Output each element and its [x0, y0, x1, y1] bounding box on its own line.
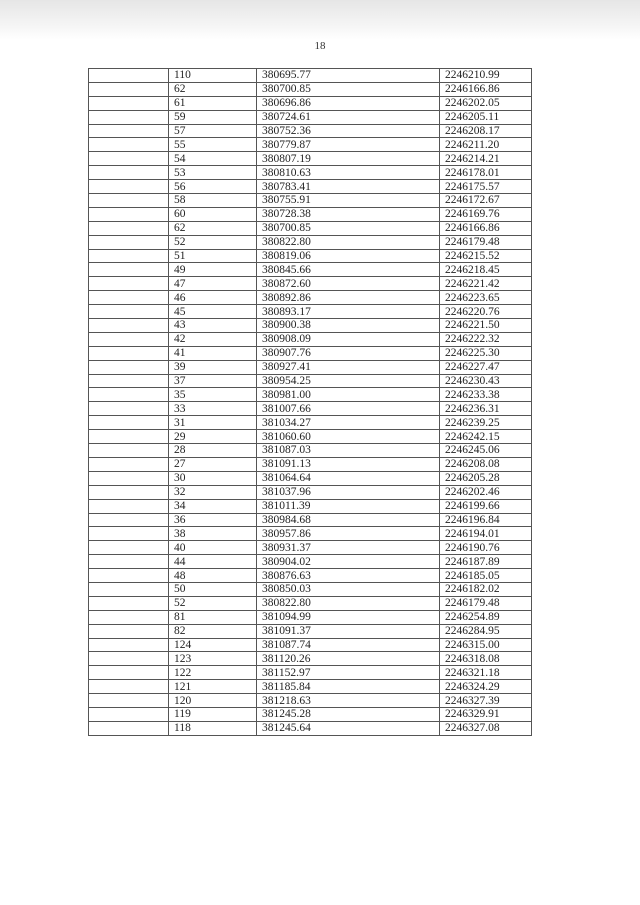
y-coordinate-cell: 2246222.32 — [440, 332, 532, 346]
y-coordinate-cell: 2246172.67 — [440, 194, 532, 208]
x-coordinate-cell: 380822.80 — [257, 596, 440, 610]
row-blank-cell — [89, 277, 169, 291]
table-row — [89, 235, 532, 249]
y-coordinate-cell: 2246179.48 — [440, 235, 532, 249]
x-coordinate-cell: 381087.03 — [257, 444, 440, 458]
y-coordinate-cell: 2246210.99 — [440, 69, 532, 83]
x-coordinate-cell: 381245.64 — [257, 721, 440, 735]
x-coordinate-cell: 380695.77 — [257, 69, 440, 83]
row-blank-cell — [89, 346, 169, 360]
y-coordinate-cell: 2246236.31 — [440, 402, 532, 416]
x-coordinate-cell: 380728.38 — [257, 207, 440, 221]
table-row — [89, 457, 532, 471]
x-coordinate-cell: 380700.85 — [257, 221, 440, 235]
y-coordinate-cell: 2246196.84 — [440, 513, 532, 527]
point-number-cell: 46 — [169, 291, 257, 305]
x-coordinate-cell: 381091.13 — [257, 457, 440, 471]
row-blank-cell — [89, 180, 169, 194]
row-blank-cell — [89, 430, 169, 444]
row-blank-cell — [89, 471, 169, 485]
table-row — [89, 582, 532, 596]
point-number-cell: 122 — [169, 666, 257, 680]
row-blank-cell — [89, 388, 169, 402]
point-number-cell: 123 — [169, 652, 257, 666]
y-coordinate-cell: 2246175.57 — [440, 180, 532, 194]
point-number-cell: 37 — [169, 374, 257, 388]
point-number-cell: 34 — [169, 499, 257, 513]
y-coordinate-cell: 2246315.00 — [440, 638, 532, 652]
table-row — [89, 707, 532, 721]
point-number-cell: 58 — [169, 194, 257, 208]
point-number-cell: 52 — [169, 235, 257, 249]
point-number-cell: 51 — [169, 249, 257, 263]
x-coordinate-cell: 380908.09 — [257, 332, 440, 346]
table-row — [89, 96, 532, 110]
table-row — [89, 610, 532, 624]
row-blank-cell — [89, 235, 169, 249]
y-coordinate-cell: 2246178.01 — [440, 166, 532, 180]
table-row — [89, 207, 532, 221]
point-number-cell: 53 — [169, 166, 257, 180]
point-number-cell: 55 — [169, 138, 257, 152]
row-blank-cell — [89, 721, 169, 735]
x-coordinate-cell: 380807.19 — [257, 152, 440, 166]
point-number-cell: 81 — [169, 610, 257, 624]
row-blank-cell — [89, 694, 169, 708]
point-number-cell: 110 — [169, 69, 257, 83]
point-number-cell: 27 — [169, 457, 257, 471]
row-blank-cell — [89, 596, 169, 610]
x-coordinate-cell: 381064.64 — [257, 471, 440, 485]
page-number: 18 — [314, 40, 326, 52]
table-row — [89, 555, 532, 569]
point-number-cell: 41 — [169, 346, 257, 360]
y-coordinate-cell: 2246230.43 — [440, 374, 532, 388]
table-row — [89, 680, 532, 694]
point-number-cell: 60 — [169, 207, 257, 221]
x-coordinate-cell: 381185.84 — [257, 680, 440, 694]
x-coordinate-cell: 380981.00 — [257, 388, 440, 402]
table-row — [89, 596, 532, 610]
point-number-cell: 124 — [169, 638, 257, 652]
x-coordinate-cell: 380931.37 — [257, 541, 440, 555]
table-row — [89, 305, 532, 319]
table-row — [89, 694, 532, 708]
row-blank-cell — [89, 249, 169, 263]
point-number-cell: 44 — [169, 555, 257, 569]
y-coordinate-cell: 2246199.66 — [440, 499, 532, 513]
table-row — [89, 152, 532, 166]
y-coordinate-cell: 2246324.29 — [440, 680, 532, 694]
point-number-cell: 39 — [169, 360, 257, 374]
table-row — [89, 485, 532, 499]
point-number-cell: 62 — [169, 221, 257, 235]
row-blank-cell — [89, 610, 169, 624]
x-coordinate-cell: 380893.17 — [257, 305, 440, 319]
table-row — [89, 332, 532, 346]
table-row — [89, 541, 532, 555]
x-coordinate-cell: 380984.68 — [257, 513, 440, 527]
point-number-cell: 56 — [169, 180, 257, 194]
row-blank-cell — [89, 666, 169, 680]
x-coordinate-cell: 380892.86 — [257, 291, 440, 305]
x-coordinate-cell: 381011.39 — [257, 499, 440, 513]
x-coordinate-cell: 380954.25 — [257, 374, 440, 388]
y-coordinate-cell: 2246318.08 — [440, 652, 532, 666]
table-row — [89, 249, 532, 263]
row-blank-cell — [89, 402, 169, 416]
table-row — [89, 652, 532, 666]
row-blank-cell — [89, 360, 169, 374]
x-coordinate-cell: 380724.61 — [257, 110, 440, 124]
table-row — [89, 471, 532, 485]
row-blank-cell — [89, 638, 169, 652]
table-row — [89, 569, 532, 583]
y-coordinate-cell: 2246221.42 — [440, 277, 532, 291]
x-coordinate-cell: 380872.60 — [257, 277, 440, 291]
table-row — [89, 416, 532, 430]
y-coordinate-cell: 2246254.89 — [440, 610, 532, 624]
y-coordinate-cell: 2246321.18 — [440, 666, 532, 680]
y-coordinate-cell: 2246169.76 — [440, 207, 532, 221]
row-blank-cell — [89, 305, 169, 319]
row-blank-cell — [89, 444, 169, 458]
table-row — [89, 374, 532, 388]
point-number-cell: 49 — [169, 263, 257, 277]
table-row — [89, 110, 532, 124]
point-number-cell: 40 — [169, 541, 257, 555]
x-coordinate-cell: 381034.27 — [257, 416, 440, 430]
y-coordinate-cell: 2246225.30 — [440, 346, 532, 360]
y-coordinate-cell: 2246190.76 — [440, 541, 532, 555]
table-row — [89, 638, 532, 652]
x-coordinate-cell: 381094.99 — [257, 610, 440, 624]
y-coordinate-cell: 2246227.47 — [440, 360, 532, 374]
y-coordinate-cell: 2246214.21 — [440, 152, 532, 166]
x-coordinate-cell: 381091.37 — [257, 624, 440, 638]
row-blank-cell — [89, 110, 169, 124]
y-coordinate-cell: 2246242.15 — [440, 430, 532, 444]
point-number-cell: 45 — [169, 305, 257, 319]
y-coordinate-cell: 2246166.86 — [440, 82, 532, 96]
row-blank-cell — [89, 152, 169, 166]
x-coordinate-cell: 380876.63 — [257, 569, 440, 583]
row-blank-cell — [89, 541, 169, 555]
x-coordinate-cell: 380696.86 — [257, 96, 440, 110]
x-coordinate-cell: 380810.63 — [257, 166, 440, 180]
x-coordinate-cell: 380850.03 — [257, 582, 440, 596]
y-coordinate-cell: 2246245.06 — [440, 444, 532, 458]
x-coordinate-cell: 380700.85 — [257, 82, 440, 96]
x-coordinate-cell: 381007.66 — [257, 402, 440, 416]
point-number-cell: 36 — [169, 513, 257, 527]
y-coordinate-cell: 2246202.46 — [440, 485, 532, 499]
y-coordinate-cell: 2246223.65 — [440, 291, 532, 305]
table-row — [89, 666, 532, 680]
x-coordinate-cell: 380900.38 — [257, 319, 440, 333]
point-number-cell: 120 — [169, 694, 257, 708]
row-blank-cell — [89, 69, 169, 83]
table-row — [89, 138, 532, 152]
scan-top-margin — [0, 0, 640, 40]
point-number-cell: 118 — [169, 721, 257, 735]
row-blank-cell — [89, 82, 169, 96]
y-coordinate-cell: 2246221.50 — [440, 319, 532, 333]
table-row — [89, 263, 532, 277]
x-coordinate-cell: 380783.41 — [257, 180, 440, 194]
y-coordinate-cell: 2246208.08 — [440, 457, 532, 471]
table-row — [89, 319, 532, 333]
point-number-cell: 54 — [169, 152, 257, 166]
point-number-cell: 35 — [169, 388, 257, 402]
y-coordinate-cell: 2246182.02 — [440, 582, 532, 596]
x-coordinate-cell: 380755.91 — [257, 194, 440, 208]
x-coordinate-cell: 381087.74 — [257, 638, 440, 652]
row-blank-cell — [89, 485, 169, 499]
y-coordinate-cell: 2246187.89 — [440, 555, 532, 569]
row-blank-cell — [89, 194, 169, 208]
table-row — [89, 69, 532, 83]
y-coordinate-cell: 2246329.91 — [440, 707, 532, 721]
x-coordinate-cell: 381218.63 — [257, 694, 440, 708]
row-blank-cell — [89, 555, 169, 569]
table-row — [89, 721, 532, 735]
y-coordinate-cell: 2246205.11 — [440, 110, 532, 124]
table-row — [89, 388, 532, 402]
table-row — [89, 499, 532, 513]
point-number-cell: 30 — [169, 471, 257, 485]
table-row — [89, 166, 532, 180]
table-row — [89, 82, 532, 96]
row-blank-cell — [89, 513, 169, 527]
row-blank-cell — [89, 96, 169, 110]
point-number-cell: 61 — [169, 96, 257, 110]
row-blank-cell — [89, 138, 169, 152]
table-row — [89, 346, 532, 360]
point-number-cell: 31 — [169, 416, 257, 430]
y-coordinate-cell: 2246179.48 — [440, 596, 532, 610]
point-number-cell: 42 — [169, 332, 257, 346]
table-row — [89, 444, 532, 458]
table-row — [89, 194, 532, 208]
point-number-cell: 29 — [169, 430, 257, 444]
x-coordinate-cell: 381060.60 — [257, 430, 440, 444]
row-blank-cell — [89, 263, 169, 277]
point-number-cell: 48 — [169, 569, 257, 583]
point-number-cell: 57 — [169, 124, 257, 138]
row-blank-cell — [89, 221, 169, 235]
y-coordinate-cell: 2246208.17 — [440, 124, 532, 138]
table-row — [89, 291, 532, 305]
table-row — [89, 221, 532, 235]
table-row — [89, 360, 532, 374]
x-coordinate-cell: 380957.86 — [257, 527, 440, 541]
coordinates-table-body — [89, 69, 532, 736]
row-blank-cell — [89, 166, 169, 180]
table-row — [89, 124, 532, 138]
row-blank-cell — [89, 207, 169, 221]
x-coordinate-cell: 380845.66 — [257, 263, 440, 277]
point-number-cell: 59 — [169, 110, 257, 124]
point-number-cell: 47 — [169, 277, 257, 291]
y-coordinate-cell: 2246218.45 — [440, 263, 532, 277]
row-blank-cell — [89, 124, 169, 138]
row-blank-cell — [89, 707, 169, 721]
x-coordinate-cell: 380819.06 — [257, 249, 440, 263]
row-blank-cell — [89, 416, 169, 430]
x-coordinate-cell: 380927.41 — [257, 360, 440, 374]
table-row — [89, 513, 532, 527]
row-blank-cell — [89, 499, 169, 513]
point-number-cell: 38 — [169, 527, 257, 541]
row-blank-cell — [89, 582, 169, 596]
table-row — [89, 180, 532, 194]
x-coordinate-cell: 380779.87 — [257, 138, 440, 152]
x-coordinate-cell: 381120.26 — [257, 652, 440, 666]
table-row — [89, 430, 532, 444]
y-coordinate-cell: 2246220.76 — [440, 305, 532, 319]
point-number-cell: 32 — [169, 485, 257, 499]
y-coordinate-cell: 2246233.38 — [440, 388, 532, 402]
row-blank-cell — [89, 624, 169, 638]
x-coordinate-cell: 380904.02 — [257, 555, 440, 569]
row-blank-cell — [89, 680, 169, 694]
table-row — [89, 402, 532, 416]
table-row — [89, 277, 532, 291]
x-coordinate-cell: 380752.36 — [257, 124, 440, 138]
row-blank-cell — [89, 332, 169, 346]
point-number-cell: 50 — [169, 582, 257, 596]
y-coordinate-cell: 2246166.86 — [440, 221, 532, 235]
point-number-cell: 82 — [169, 624, 257, 638]
row-blank-cell — [89, 569, 169, 583]
point-number-cell: 28 — [169, 444, 257, 458]
y-coordinate-cell: 2246239.25 — [440, 416, 532, 430]
y-coordinate-cell: 2246215.52 — [440, 249, 532, 263]
y-coordinate-cell: 2246211.20 — [440, 138, 532, 152]
y-coordinate-cell: 2246205.28 — [440, 471, 532, 485]
coordinates-table — [88, 68, 532, 736]
point-number-cell: 52 — [169, 596, 257, 610]
row-blank-cell — [89, 527, 169, 541]
row-blank-cell — [89, 374, 169, 388]
y-coordinate-cell: 2246194.01 — [440, 527, 532, 541]
x-coordinate-cell: 381152.97 — [257, 666, 440, 680]
point-number-cell: 119 — [169, 707, 257, 721]
point-number-cell: 62 — [169, 82, 257, 96]
row-blank-cell — [89, 457, 169, 471]
table-row — [89, 527, 532, 541]
table-row — [89, 624, 532, 638]
row-blank-cell — [89, 291, 169, 305]
row-blank-cell — [89, 319, 169, 333]
point-number-cell: 43 — [169, 319, 257, 333]
x-coordinate-cell: 380822.80 — [257, 235, 440, 249]
y-coordinate-cell: 2246202.05 — [440, 96, 532, 110]
point-number-cell: 121 — [169, 680, 257, 694]
x-coordinate-cell: 380907.76 — [257, 346, 440, 360]
row-blank-cell — [89, 652, 169, 666]
point-number-cell: 33 — [169, 402, 257, 416]
x-coordinate-cell: 381037.96 — [257, 485, 440, 499]
y-coordinate-cell: 2246327.08 — [440, 721, 532, 735]
y-coordinate-cell: 2246327.39 — [440, 694, 532, 708]
x-coordinate-cell: 381245.28 — [257, 707, 440, 721]
y-coordinate-cell: 2246284.95 — [440, 624, 532, 638]
y-coordinate-cell: 2246185.05 — [440, 569, 532, 583]
